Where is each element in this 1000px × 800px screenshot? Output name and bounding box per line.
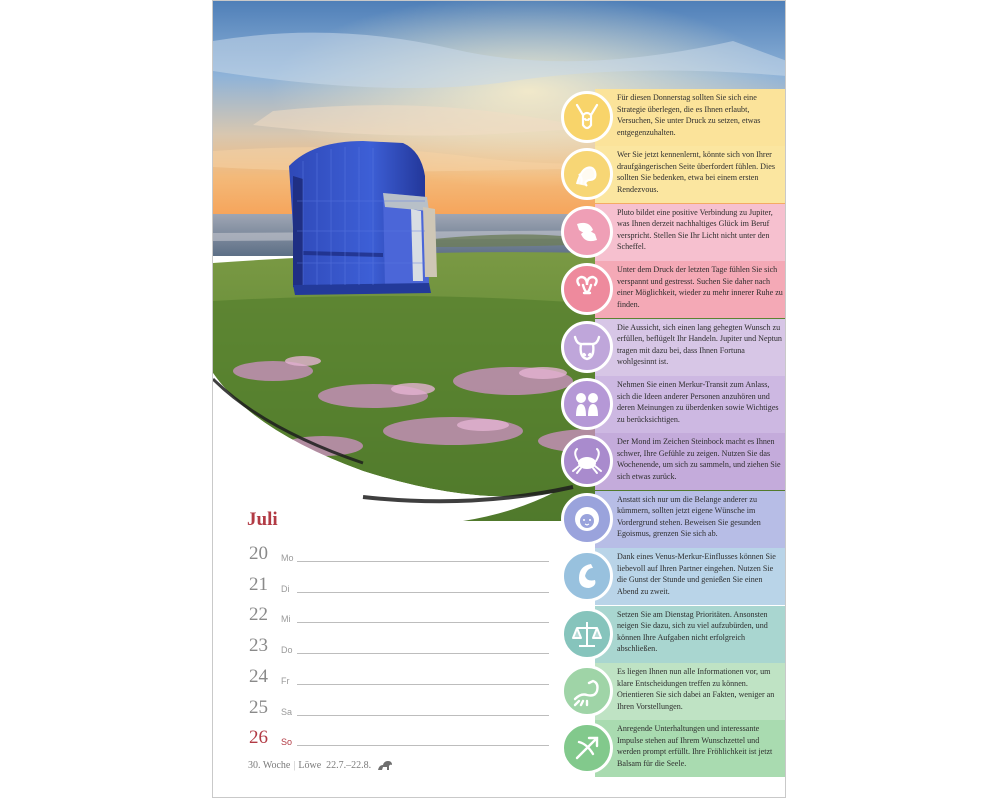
horoscope-text: Der Mond im Zeichen Steinbock macht es Ihnen schwer, Ihre Gefühle zu zeigen. Nutzen Sie das Wochenende, um sich zu sammeln, und ziehen Sie sich etwas zurück. [617, 437, 781, 481]
horoscope-text: Anstatt sich nur um die Belange anderer zu kümmern, sollten jetzt eigene Wünsche im Vordergrund stehen. Beweisen Sie gesunden Egoismus, grenzen Sie sich ab. [617, 494, 761, 539]
day-number: 21 [249, 573, 268, 595]
entry-line[interactable] [297, 715, 549, 716]
horoscope-text: Wer Sie jetzt kennenlernt, könnte sich von Ihrer draufgängerischen Seite überfordert fühlen. Dies sollten Sie bedenken, etwa bei einem ersten Rendezvous. [617, 150, 775, 194]
weekday-abbrev: Mi [281, 614, 291, 625]
horoscope-row [561, 261, 786, 318]
entry-line[interactable] [297, 622, 549, 623]
day-number: 22 [249, 604, 268, 626]
horoscope-row [561, 720, 786, 777]
day-row[interactable] [249, 539, 549, 565]
horoscope-text: Nehmen Sie einen Merkur-Transit zum Anlass, sich die Ideen anderer Personen anzuhören und deren Meinungen zu überdenken sowie Wichtiges zu berücksichtigen. [617, 380, 779, 424]
day-row[interactable] [249, 693, 549, 719]
capricorn-icon [561, 91, 613, 143]
scorpio-icon [561, 665, 613, 717]
horoscope-text: Unter dem Druck der letzten Tage fühlen Sie sich verspannt und gestresst. Suchen Sie daher nach einer Möglichkeit, wieder zu mehr innerer Ruhe zu finden. [617, 265, 783, 309]
horoscope-text: Es liegen Ihnen nun alle Informationen vor, um klare Entscheidungen treffen zu können. Orientieren Sie sich dabei an Fakten, weniger an Ihren Vorstellungen. [617, 667, 775, 711]
day-number: 24 [249, 665, 268, 687]
horoscope-text: Die Aussicht, sich einen lang gehegten Wunsch zu erfüllen, beflügelt Ihr Handeln. Jupiter und Neptun tragen mit dazu bei, dass Ihnen Fortuna wohlgesinnt ist. [617, 322, 782, 367]
horoscope-text: Pluto bildet eine positive Verbindung zu Jupiter, was Ihnen derzeit nachhaltiges Glück im Beruf verspricht. Stellen Sie Ihr Licht nicht unter den Scheffel. [617, 207, 773, 252]
horoscope-row [561, 146, 786, 203]
footer-separator: | [293, 760, 296, 771]
horoscope-text: Anregende Unterhaltungen und interessante Impulse stehen auf Ihrem Wunschzettel und werden prompt erfüllt. Ihre Fröhlichkeit ist jetzt Balsam für die Seele. [617, 724, 773, 768]
pisces-icon [561, 206, 613, 258]
weekday-abbrev: Di [281, 583, 290, 594]
taurus-icon [561, 321, 613, 373]
horoscope-row [561, 433, 786, 490]
horoscope-text: Setzen Sie am Dienstag Prioritäten. Ansonsten neigen Sie dazu, sich zu viel aufzubürden, und können Ihre Aufgaben nicht erfolgreich abschließen. [617, 609, 768, 654]
horoscope-text: Für diesen Donnerstag sollten Sie sich eine Strategie überlegen, die es Ihnen erlaubt, Versuchen, Sie unter Druck zu setzen, etwas entgegenzuhalten. [617, 93, 761, 137]
day-row[interactable] [249, 662, 549, 688]
entry-line[interactable] [297, 561, 549, 562]
cancer-icon [561, 435, 613, 487]
lion-icon [377, 759, 393, 774]
day-row[interactable] [249, 723, 549, 749]
calendar-page [212, 0, 786, 798]
libra-icon [561, 608, 613, 660]
entry-line[interactable] [297, 684, 549, 685]
aries-icon [561, 263, 613, 315]
month-title: Juli [247, 509, 278, 530]
horoscope-row [561, 663, 786, 720]
day-row[interactable] [249, 600, 549, 626]
entry-line[interactable] [297, 653, 549, 654]
entry-line[interactable] [297, 592, 549, 593]
day-number: 20 [249, 543, 268, 564]
day-number: 23 [249, 635, 268, 657]
horoscope-row [561, 606, 786, 663]
weekday-abbrev: Mo [281, 553, 294, 563]
horoscope-row [561, 319, 786, 376]
day-row[interactable] [249, 570, 549, 596]
zodiac-sign-name: Löwe [298, 760, 322, 771]
strandkorb [289, 141, 437, 295]
aquarius-icon [561, 148, 613, 200]
weekday-abbrev: So [281, 737, 293, 748]
horoscope-text: Dank eines Venus-Merkur-Einflusses können Sie liebevoll auf Ihren Partner eingehen. Nutzen Sie die Gunst der Stunde und genießen Sie einen Abend zu zweit. [617, 552, 776, 596]
week-number: 30. Woche [248, 760, 291, 771]
virgo-icon [561, 550, 613, 602]
entry-line[interactable] [297, 745, 549, 746]
horoscope-row [561, 89, 786, 146]
zodiac-date-range: 22.7.–22.8. [326, 760, 372, 771]
day-number: 25 [249, 696, 268, 718]
day-number: 26 [249, 727, 268, 749]
week-footer [248, 759, 393, 774]
horoscope-row [561, 376, 786, 433]
gemini-icon [561, 378, 613, 430]
weekday-abbrev: Do [281, 645, 293, 656]
weekday-abbrev: Fr [281, 675, 290, 686]
day-row[interactable] [249, 631, 549, 657]
leo-icon [561, 493, 613, 545]
horoscope-row [561, 204, 786, 261]
horoscope-row [561, 548, 786, 605]
sagittarius-icon [561, 722, 613, 774]
weekday-abbrev: Sa [281, 706, 293, 717]
horoscope-row [561, 491, 786, 548]
